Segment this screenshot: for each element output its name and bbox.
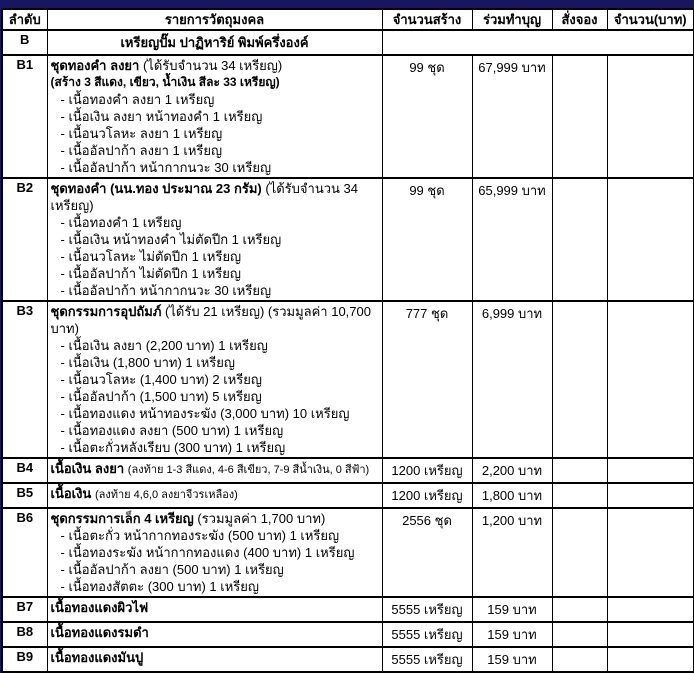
amount-cell	[607, 458, 694, 483]
preorder-cell	[552, 483, 607, 508]
list-item: - เนื้ออัลปาก้า ลงยา 1 เหรียญ	[60, 143, 223, 158]
preorder-cell	[552, 622, 607, 647]
row-title	[51, 57, 379, 74]
row-id: B6	[2, 508, 47, 597]
list-item: - เนื้อเงิน (1,800 บาท) 1 เหรียญ	[60, 355, 235, 370]
row-id: B5	[2, 483, 47, 508]
quantity-cell: 5555 เหรียญ	[382, 647, 472, 672]
row-title	[51, 180, 379, 214]
quantity-cell: 99 ชุด	[382, 55, 472, 178]
donation-cell: 2,200 บาท	[472, 458, 552, 483]
amount-cell	[607, 55, 694, 178]
item-description	[47, 178, 382, 301]
donation-cell: 6,999 บาท	[472, 301, 552, 458]
item-description	[47, 508, 382, 597]
table-row-b9	[2, 647, 694, 672]
section-empty-cell	[382, 30, 694, 55]
list-item: - เนื้ออัลปาก้า ไม่ตัดปีก 1 เหรียญ	[60, 266, 241, 281]
row-title-bold: เนื้อทองแดงผิวไฟ	[50, 600, 149, 615]
section-title: เหรียญปั๊ม ปาฏิหาริย์ พิมพ์ครึ่งองค์	[47, 30, 382, 55]
amulet-price-table	[1, 8, 694, 673]
row-subtitle: (สร้าง 3 สีแดง, เขียว, น้ำเงิน สีละ 33 เหรียญ)	[50, 75, 280, 89]
row-title-bold: ชุดกรรมการอุปถัมภ์	[50, 304, 162, 319]
preorder-cell	[552, 597, 607, 622]
table-row-b8	[2, 622, 694, 647]
row-id: B2	[2, 178, 47, 301]
list-item: - เนื้ออัลปาก้า ลงยา (500 บาท) 1 เหรียญ	[60, 562, 284, 577]
row-id: B	[2, 30, 47, 55]
preorder-cell	[552, 458, 607, 483]
row-title-rest: (ได้รับ 21 เหรียญ) (รวมมูลค่า 10,700 บาท)	[50, 304, 371, 336]
column-header-amount-baht: จำนวน(บาท)	[607, 9, 694, 30]
list-item: - เนื้อทองแดง ลงยา (500 บาท) 1 เหรียญ	[60, 423, 284, 438]
amount-cell	[607, 483, 694, 508]
column-header-preorder: สั่งจอง	[552, 9, 607, 30]
item-description	[47, 597, 382, 622]
row-title-bold: เนื้อทองแดงรมดำ	[50, 625, 149, 640]
row-title-bold: เนื้อเงิน ลงยา	[50, 461, 125, 476]
item-description	[47, 622, 382, 647]
list-item: - เนื้อเงิน ลงยา หน้าทองคำ 1 เหรียญ	[60, 109, 263, 124]
list-item: - เนื้ออัลปาก้า หน้ากากนวะ 30 เหรียญ	[60, 160, 272, 175]
row-id: B3	[2, 301, 47, 458]
column-header-order-no: ลำดับ	[2, 9, 47, 30]
list-item: - เนื้ออัลปาก้า (1,500 บาท) 5 เหรียญ	[60, 389, 262, 404]
preorder-cell	[552, 55, 607, 178]
list-item: - เนื้อทองระฆัง หน้ากากทองแดง (400 บาท) 1 เหรียญ	[60, 545, 355, 560]
list-item: - เนื้อนวโลหะ ลงยา 1 เหรียญ	[60, 126, 223, 141]
list-item: - เนื้อนวโลหะ ไม่ตัดปีก 1 เหรียญ	[60, 249, 242, 264]
quantity-cell: 1200 เหรียญ	[382, 458, 472, 483]
list-item: - เนื้อทองคำ 1 เหรียญ	[60, 215, 182, 230]
table-row-b1	[2, 55, 694, 178]
donation-cell: 65,999 บาท	[472, 178, 552, 301]
row-title-bold: ชุดทองคำ ลงยา	[50, 58, 140, 73]
donation-cell: 1,200 บาท	[472, 508, 552, 597]
row-title-rest: (ได้รับจำนวน 34 เหรียญ)	[50, 181, 358, 213]
quantity-cell: 5555 เหรียญ	[382, 597, 472, 622]
row-title	[51, 485, 379, 504]
table-row-b5	[2, 483, 694, 508]
row-title-rest: (ลงท้าย 4,6,0 ลงยาจีวรเหลือง)	[94, 489, 238, 501]
order-sheet-document	[1, 8, 693, 673]
list-item: - เนื้อทองแดง หน้าทองระฆัง (3,000 บาท) 10 เหรียญ	[60, 406, 350, 421]
table-row-b6	[2, 508, 694, 597]
row-title-bold: ชุดทองคำ (นน.ทอง ประมาณ 23 กรัม)	[50, 181, 262, 196]
donation-cell: 159 บาท	[472, 597, 552, 622]
item-description	[47, 301, 382, 458]
row-id: B7	[2, 597, 47, 622]
amount-cell	[607, 597, 694, 622]
row-title-rest: (ลงท้าย 1-3 สีแดง, 4-6 สีเขียว, 7-9 สีน้ำเงิน, 0 สีฟ้า)	[127, 464, 370, 476]
list-item: - เนื้อนวโลหะ (1,400 บาท) 2 เหรียญ	[60, 372, 262, 387]
column-header-item-list: รายการวัตถุมงคล	[47, 9, 382, 30]
list-item: - เนื้อทองสัตตะ (300 บาท) 1 เหรียญ	[60, 579, 259, 594]
list-item: - เนื้อเงิน ลงยา (2,200 บาท) 1 เหรียญ	[60, 338, 268, 353]
row-title	[51, 460, 379, 479]
row-id: B4	[2, 458, 47, 483]
row-title-bold: ชุดกรรมการเล็ก 4 เหรียญ	[50, 511, 194, 526]
amount-cell	[607, 301, 694, 458]
donation-cell: 1,800 บาท	[472, 483, 552, 508]
preorder-cell	[552, 301, 607, 458]
item-description	[47, 458, 382, 483]
table-row-b3	[2, 301, 694, 458]
row-title-rest: (ได้รับจำนวน 34 เหรียญ)	[142, 58, 283, 73]
donation-cell: 159 บาท	[472, 647, 552, 672]
row-id: B9	[2, 647, 47, 672]
preorder-cell	[552, 647, 607, 672]
preorder-cell	[552, 508, 607, 597]
list-item: - เนื้อเงิน หน้าทองคำ ไม่ตัดปีก 1 เหรียญ	[60, 232, 282, 247]
donation-cell: 159 บาท	[472, 622, 552, 647]
row-id: B8	[2, 622, 47, 647]
quantity-cell: 99 ชุด	[382, 178, 472, 301]
table-row-b7	[2, 597, 694, 622]
quantity-cell: 777 ชุด	[382, 301, 472, 458]
item-description	[47, 55, 382, 178]
table-row-b2	[2, 178, 694, 301]
amount-cell	[607, 622, 694, 647]
preorder-cell	[552, 178, 607, 301]
section-row-b	[2, 30, 694, 55]
row-title	[51, 303, 379, 337]
item-description	[47, 483, 382, 508]
row-title-bold: เนื้อเงิน	[50, 486, 92, 501]
amount-cell	[607, 178, 694, 301]
quantity-cell: 1200 เหรียญ	[382, 483, 472, 508]
quantity-cell: 5555 เหรียญ	[382, 622, 472, 647]
amount-cell	[607, 508, 694, 597]
list-item: - เนื้ออัลปาก้า หน้ากากนวะ 30 เหรียญ	[60, 283, 272, 298]
list-item: - เนื้อตะกั่วหลังเรียบ (300 บาท) 1 เหรียญ	[60, 440, 286, 455]
row-title	[51, 510, 379, 527]
column-header-donation: ร่วมทำบุญ	[472, 9, 552, 30]
column-header-quantity-made: จำนวนสร้าง	[382, 9, 472, 30]
row-id: B1	[2, 55, 47, 178]
table-row-b4	[2, 458, 694, 483]
row-title-bold: เนื้อทองแดงมันปู	[50, 650, 144, 665]
amount-cell	[607, 647, 694, 672]
row-title-rest: (รวมมูลค่า 1,700 บาท)	[197, 511, 326, 526]
list-item: - เนื้อตะกั่ว หน้ากากทองระฆัง (500 บาท) 1 เหรียญ	[60, 528, 340, 543]
donation-cell: 67,999 บาท	[472, 55, 552, 178]
list-item: - เนื้อทองคำ ลงยา 1 เหรียญ	[60, 92, 215, 107]
quantity-cell: 2556 ชุด	[382, 508, 472, 597]
item-description	[47, 647, 382, 672]
header-row	[2, 9, 694, 30]
